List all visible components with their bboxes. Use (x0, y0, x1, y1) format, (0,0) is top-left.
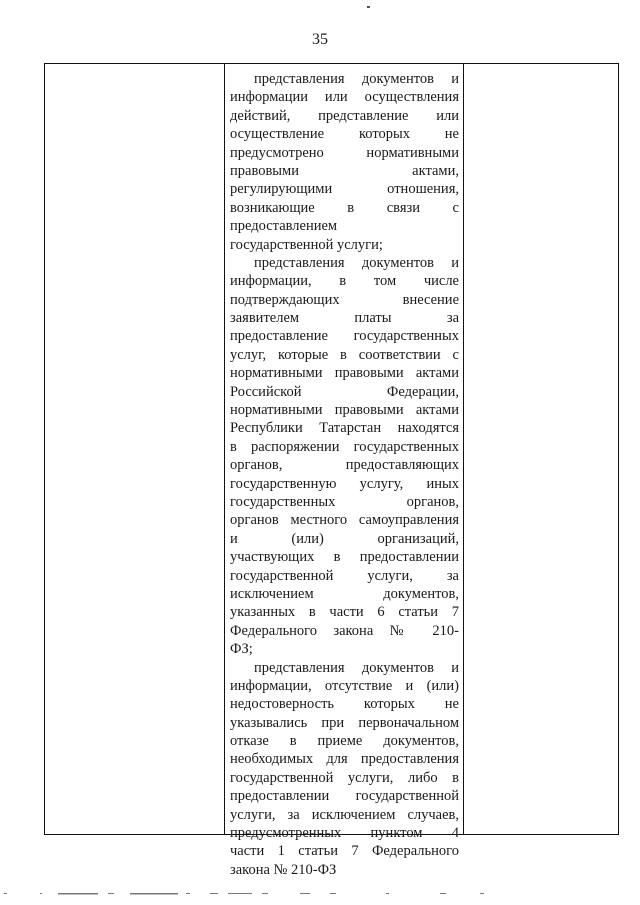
table-column-divider-right (463, 64, 464, 834)
text-line: в распоряжении государственных (230, 438, 459, 455)
text-line: органов местного самоуправления (230, 512, 459, 529)
text-line: предоставлением (230, 218, 338, 235)
document-table (44, 63, 619, 878)
text-line: государственную услугу, иных (230, 475, 459, 492)
text-line: предоставление государственных (230, 328, 459, 345)
text-line: возникающие в связи с (230, 199, 459, 216)
table-cell-middle (230, 70, 459, 879)
text-line: нормативными правовыми актами (230, 365, 459, 382)
text-line: подтверждающих внесение (230, 291, 459, 308)
text-line: нормативными правовыми актами (230, 402, 459, 419)
paragraph-1 (230, 70, 459, 254)
text-line: указанных в части 6 статьи 7 (230, 604, 459, 621)
paragraph-3 (230, 659, 459, 880)
text-line: органов, предоставляющих (230, 457, 459, 474)
text-line: заявителем платы за (230, 310, 459, 327)
paragraph-2 (230, 254, 459, 659)
table-column-divider-left (224, 64, 225, 834)
text-line: указывались при первоначальном (230, 714, 459, 731)
text-line: представления документов и (254, 71, 459, 87)
text-line: информации, отсутствие и (или) (230, 677, 459, 694)
text-line: предоставлении государственной (230, 788, 459, 805)
text-line: услуг, которые в соответствии с (230, 346, 459, 363)
text-line: необходимых для предоставления (230, 751, 459, 768)
text-line: представления документов и (254, 659, 459, 676)
text-line: государственной услуги; (230, 236, 383, 253)
scan-artifact-dot (367, 6, 370, 8)
text-line: информации, в том числе (230, 273, 459, 290)
text-line: предусмотренных пунктом 4 (230, 825, 459, 842)
text-line: услуги, за исключением случаев, (230, 806, 459, 823)
text-line: недостоверность которых не (230, 696, 459, 713)
text-line: исключением документов, (230, 585, 459, 602)
text-line: государственной услуги, либо в (230, 769, 459, 786)
text-line: части 1 статьи 7 Федерального (230, 843, 459, 860)
text-line: регулирующими отношения, (230, 181, 459, 198)
text-line: правовыми актами, (230, 162, 459, 179)
text-line: информации или осуществления (230, 89, 459, 106)
text-line: государственной услуги, за (230, 567, 459, 584)
text-line: и (или) организаций, (230, 530, 459, 547)
text-line: Федерального закона № 210- (230, 622, 459, 639)
text-line: представления документов и (254, 254, 459, 271)
text-line: ФЗ; (230, 641, 253, 658)
text-line: участвующих в предоставлении (230, 549, 459, 566)
text-line: Республики Татарстан находятся (230, 420, 459, 437)
text-line: закона № 210-ФЗ (230, 861, 337, 878)
text-line: действий, представление или (230, 107, 459, 124)
text-line: отказе в приеме документов, (230, 733, 459, 750)
text-line: государственных органов, (230, 493, 459, 510)
text-line: осуществление которых не (230, 126, 459, 143)
scan-artifact-footer (0, 891, 640, 897)
text-line: предусмотрено нормативными (230, 144, 459, 161)
page-number: 35 (312, 31, 328, 48)
text-line: Российской Федерации, (230, 383, 459, 400)
